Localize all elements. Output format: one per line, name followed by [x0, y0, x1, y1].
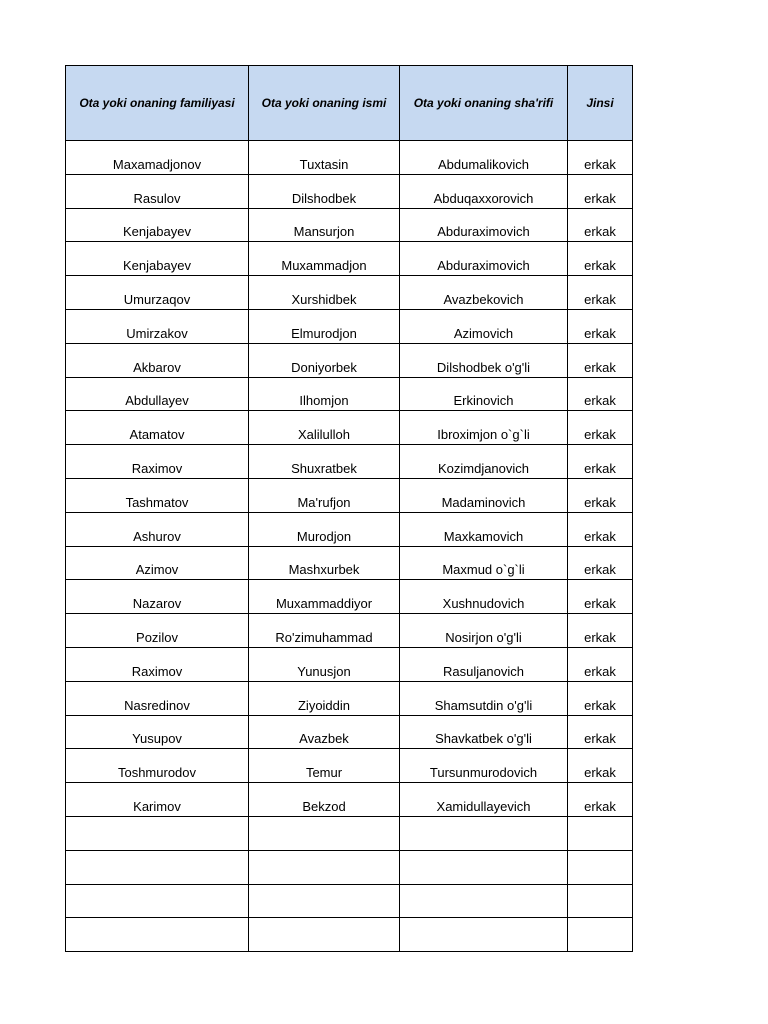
cell-first-name: Xalilulloh [249, 411, 400, 445]
cell-patronymic: Abduraximovich [400, 208, 568, 242]
cell-patronymic [400, 850, 568, 884]
cell-surname: Azimov [66, 546, 249, 580]
cell-gender [568, 918, 633, 952]
table-row [66, 242, 633, 276]
cell-gender: erkak [568, 783, 633, 817]
cell-patronymic: Erkinovich [400, 377, 568, 411]
cell-first-name: Yunusjon [249, 647, 400, 681]
header-first-name: Ota yoki onaning ismi [249, 66, 400, 141]
cell-patronymic: Abduqaxxorovich [400, 174, 568, 208]
table-row [66, 343, 633, 377]
cell-surname: Atamatov [66, 411, 249, 445]
cell-first-name: Mashxurbek [249, 546, 400, 580]
cell-surname: Raximov [66, 647, 249, 681]
cell-patronymic [400, 816, 568, 850]
cell-gender: erkak [568, 141, 633, 175]
table-row [66, 580, 633, 614]
cell-patronymic: Tursunmurodovich [400, 749, 568, 783]
cell-first-name: Tuxtasin [249, 141, 400, 175]
cell-patronymic [400, 884, 568, 918]
table-row [66, 884, 633, 918]
table-row [66, 546, 633, 580]
cell-surname: Karimov [66, 783, 249, 817]
cell-first-name [249, 816, 400, 850]
cell-surname: Raximov [66, 445, 249, 479]
cell-first-name: Murodjon [249, 512, 400, 546]
cell-patronymic: Nosirjon o'g'li [400, 614, 568, 648]
cell-first-name: Shuxratbek [249, 445, 400, 479]
table-row [66, 783, 633, 817]
cell-first-name: Bekzod [249, 783, 400, 817]
cell-patronymic: Ibroximjon o`g`li [400, 411, 568, 445]
cell-gender: erkak [568, 681, 633, 715]
header-patronymic: Ota yoki onaning sha'rifi [400, 66, 568, 141]
cell-patronymic: Shamsutdin o'g'li [400, 681, 568, 715]
table-row [66, 141, 633, 175]
table-row [66, 478, 633, 512]
cell-surname: Umurzaqov [66, 276, 249, 310]
cell-patronymic: Azimovich [400, 309, 568, 343]
cell-surname: Kenjabayev [66, 208, 249, 242]
cell-surname: Abdullayev [66, 377, 249, 411]
cell-gender: erkak [568, 377, 633, 411]
cell-patronymic: Maxkamovich [400, 512, 568, 546]
cell-surname: Nazarov [66, 580, 249, 614]
cell-surname: Maxamadjonov [66, 141, 249, 175]
cell-gender: erkak [568, 512, 633, 546]
cell-patronymic: Avazbekovich [400, 276, 568, 310]
cell-gender: erkak [568, 580, 633, 614]
cell-gender [568, 884, 633, 918]
cell-surname: Toshmurodov [66, 749, 249, 783]
cell-patronymic: Rasuljanovich [400, 647, 568, 681]
cell-first-name [249, 850, 400, 884]
table-row [66, 276, 633, 310]
cell-surname [66, 918, 249, 952]
cell-gender: erkak [568, 309, 633, 343]
cell-patronymic: Abduraximovich [400, 242, 568, 276]
cell-first-name [249, 884, 400, 918]
cell-first-name: Xurshidbek [249, 276, 400, 310]
cell-gender: erkak [568, 715, 633, 749]
cell-gender: erkak [568, 276, 633, 310]
cell-gender: erkak [568, 546, 633, 580]
cell-surname: Rasulov [66, 174, 249, 208]
cell-gender: erkak [568, 242, 633, 276]
cell-surname: Pozilov [66, 614, 249, 648]
table-row [66, 749, 633, 783]
table-header-row [66, 66, 633, 141]
cell-surname [66, 884, 249, 918]
cell-surname [66, 816, 249, 850]
cell-surname: Ashurov [66, 512, 249, 546]
cell-patronymic: Dilshodbek o'g'li [400, 343, 568, 377]
cell-first-name: Ilhomjon [249, 377, 400, 411]
table-row [66, 614, 633, 648]
cell-patronymic: Xamidullayevich [400, 783, 568, 817]
cell-patronymic: Madaminovich [400, 478, 568, 512]
parents-table [65, 65, 633, 952]
table-row [66, 918, 633, 952]
cell-gender: erkak [568, 478, 633, 512]
cell-gender: erkak [568, 343, 633, 377]
cell-surname: Kenjabayev [66, 242, 249, 276]
cell-gender: erkak [568, 174, 633, 208]
cell-first-name: Doniyorbek [249, 343, 400, 377]
cell-patronymic: Abdumalikovich [400, 141, 568, 175]
header-gender: Jinsi [568, 66, 633, 141]
table-row [66, 512, 633, 546]
cell-patronymic [400, 918, 568, 952]
table-row [66, 715, 633, 749]
cell-first-name: Elmurodjon [249, 309, 400, 343]
cell-first-name [249, 918, 400, 952]
cell-first-name: Ma'rufjon [249, 478, 400, 512]
cell-patronymic: Xushnudovich [400, 580, 568, 614]
cell-patronymic: Maxmud o`g`li [400, 546, 568, 580]
table-row [66, 445, 633, 479]
cell-patronymic: Kozimdjanovich [400, 445, 568, 479]
table-row [66, 681, 633, 715]
cell-surname: Nasredinov [66, 681, 249, 715]
table-row [66, 174, 633, 208]
cell-gender: erkak [568, 614, 633, 648]
cell-surname [66, 850, 249, 884]
cell-gender [568, 816, 633, 850]
cell-first-name: Mansurjon [249, 208, 400, 242]
cell-first-name: Muxammaddiyor [249, 580, 400, 614]
cell-first-name: Ro'zimuhammad [249, 614, 400, 648]
table-row [66, 850, 633, 884]
cell-first-name: Muxammadjon [249, 242, 400, 276]
cell-gender: erkak [568, 749, 633, 783]
table-row [66, 309, 633, 343]
table-row [66, 816, 633, 850]
header-surname: Ota yoki onaning familiyasi [66, 66, 249, 141]
cell-first-name: Dilshodbek [249, 174, 400, 208]
table-row [66, 647, 633, 681]
cell-patronymic: Shavkatbek o'g'li [400, 715, 568, 749]
cell-first-name: Temur [249, 749, 400, 783]
cell-gender: erkak [568, 647, 633, 681]
table-row [66, 411, 633, 445]
cell-first-name: Avazbek [249, 715, 400, 749]
cell-gender: erkak [568, 445, 633, 479]
cell-gender [568, 850, 633, 884]
cell-surname: Akbarov [66, 343, 249, 377]
cell-surname: Umirzakov [66, 309, 249, 343]
cell-gender: erkak [568, 208, 633, 242]
table-row [66, 377, 633, 411]
cell-surname: Yusupov [66, 715, 249, 749]
cell-first-name: Ziyoiddin [249, 681, 400, 715]
cell-surname: Tashmatov [66, 478, 249, 512]
table-row [66, 208, 633, 242]
cell-gender: erkak [568, 411, 633, 445]
